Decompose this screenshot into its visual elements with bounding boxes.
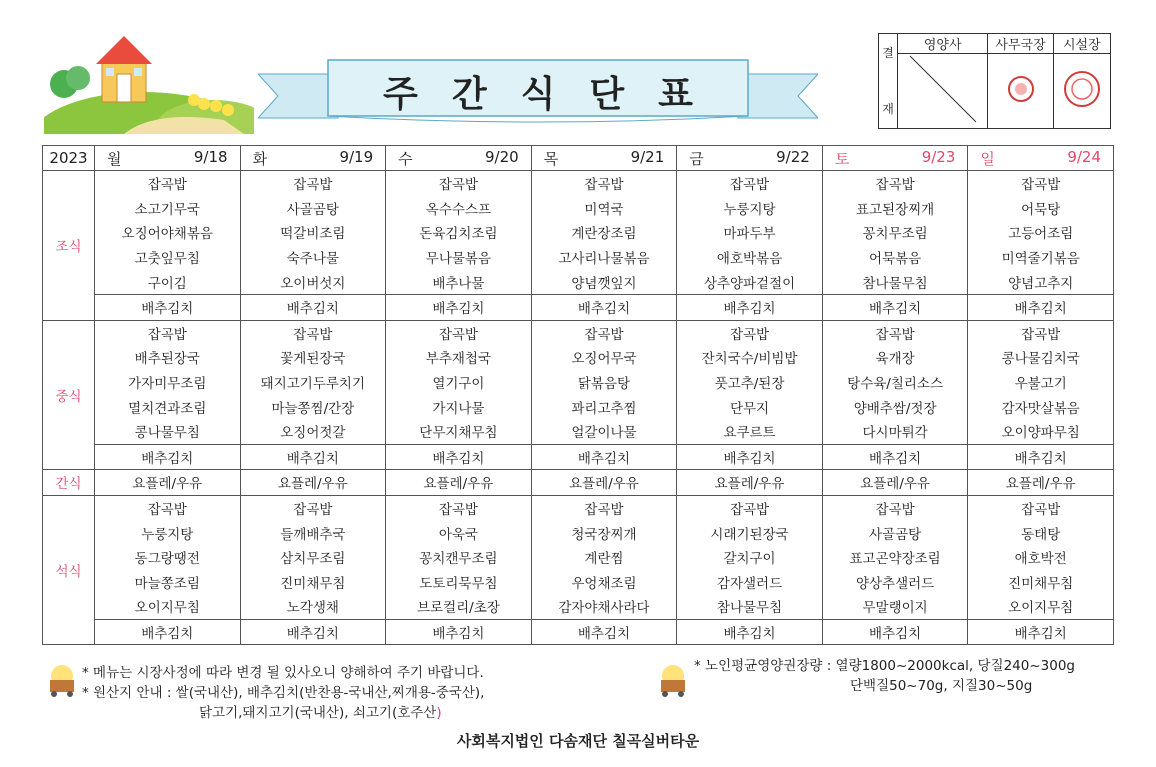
menu-item: 미역줄기볶음	[968, 245, 1114, 270]
menu-item: 배추김치	[531, 619, 677, 645]
title-banner	[258, 48, 818, 130]
menu-item: 열기구이	[386, 370, 532, 395]
menu-item: 잡곡밥	[531, 320, 677, 345]
menu-item: 닭볶음탕	[531, 370, 677, 395]
approval-side-label: 결 재	[879, 34, 898, 129]
menu-row	[43, 394, 1114, 419]
menu-item: 표고곤약장조림	[822, 545, 968, 570]
menu-item: 단무지채무침	[386, 419, 532, 444]
menu-item: 어묵탕	[968, 196, 1114, 221]
house-on-hill-illustration	[44, 30, 254, 134]
menu-item: 배추김치	[531, 294, 677, 320]
menu-item: 잡곡밥	[95, 171, 241, 196]
menu-row	[43, 444, 1114, 470]
day-header	[531, 146, 677, 171]
meal-label: 중식	[43, 320, 95, 470]
menu-item: 양념깻잎지	[531, 269, 677, 294]
day-name: 토	[834, 149, 850, 168]
menu-item: 감자맛살볶음	[968, 394, 1114, 419]
day-header	[968, 146, 1114, 171]
note-nutrition-line2: 단백질50~70g, 지질30~50g	[850, 678, 1033, 694]
menu-row	[43, 320, 1114, 345]
menu-item: 꽃게된장국	[240, 345, 386, 370]
menu-item: 어묵볶음	[822, 245, 968, 270]
meal-label: 조식	[43, 171, 95, 321]
menu-item: 고사리나물볶음	[531, 245, 677, 270]
menu-item: 배추김치	[95, 294, 241, 320]
menu-item: 배추김치	[968, 619, 1114, 645]
menu-item: 배추김치	[677, 294, 823, 320]
menu-item: 잡곡밥	[531, 495, 677, 520]
menu-item: 요플레/우유	[531, 470, 677, 496]
menu-item: 애호박전	[968, 545, 1114, 570]
menu-item: 잡곡밥	[968, 171, 1114, 196]
day-header	[677, 146, 823, 171]
menu-item: 도토리묵무침	[386, 570, 532, 595]
menu-item: 배추김치	[968, 444, 1114, 470]
day-name: 화	[252, 149, 268, 168]
menu-item: 마늘쫑찜/간장	[240, 394, 386, 419]
menu-item: 요플레/우유	[95, 470, 241, 496]
menu-item: 배추김치	[822, 444, 968, 470]
menu-item: 오이지무침	[95, 594, 241, 619]
menu-item: 잡곡밥	[386, 495, 532, 520]
approval-box	[878, 33, 1111, 129]
day-date: 9/21	[630, 147, 665, 166]
day-date: 9/19	[339, 147, 374, 166]
menu-item: 누룽지탕	[677, 196, 823, 221]
note-origin: * 원산지 안내 : 쌀(국내산), 배추김치(반찬용-국내산,찌개용-중국산),	[82, 685, 485, 701]
menu-item: 배추김치	[95, 444, 241, 470]
menu-item: 오이지무침	[968, 594, 1114, 619]
cart-icon	[44, 662, 80, 698]
menu-item: 떡갈비조림	[240, 220, 386, 245]
menu-item: 잡곡밥	[531, 171, 677, 196]
menu-item: 감자야채사라다	[531, 594, 677, 619]
menu-item: 숙주나물	[240, 245, 386, 270]
day-header	[95, 146, 241, 171]
menu-item: 고춧잎무침	[95, 245, 241, 270]
menu-row	[43, 294, 1114, 320]
day-date: 9/22	[776, 147, 810, 166]
menu-item: 배추김치	[531, 444, 677, 470]
menu-item: 배추김치	[822, 619, 968, 645]
menu-item: 배추나물	[386, 269, 532, 294]
menu-item: 잡곡밥	[822, 495, 968, 520]
menu-item: 삼치무조림	[240, 545, 386, 570]
menu-item: 잡곡밥	[386, 171, 532, 196]
menu-item: 부추재첩국	[386, 345, 532, 370]
menu-item: 돼지고기두루치기	[240, 370, 386, 395]
menu-item: 양상추샐러드	[822, 570, 968, 595]
year-cell: 2023	[43, 146, 95, 171]
approval-role-facility-director: 시설장	[1053, 34, 1110, 54]
menu-item: 오징어무국	[531, 345, 677, 370]
menu-item: 콩나물무침	[95, 419, 241, 444]
approval-role-dietitian: 영양사	[898, 34, 988, 54]
menu-item: 고등어조림	[968, 220, 1114, 245]
menu-item: 사골곰탕	[822, 520, 968, 545]
menu-row	[43, 545, 1114, 570]
menu-item: 얼갈이나물	[531, 419, 677, 444]
menu-item: 배추김치	[95, 619, 241, 645]
menu-item: 잡곡밥	[677, 320, 823, 345]
menu-row	[43, 495, 1114, 520]
menu-item: 잡곡밥	[677, 171, 823, 196]
stamp-icon	[1003, 71, 1039, 107]
menu-item: 잡곡밥	[968, 495, 1114, 520]
menu-item: 양배추쌈/젓장	[822, 394, 968, 419]
menu-item: 배추김치	[240, 444, 386, 470]
menu-item: 꽁치캔무조림	[386, 545, 532, 570]
day-name: 금	[689, 149, 704, 168]
menu-item: 표고된장찌개	[822, 196, 968, 221]
menu-item: 갈치구이	[677, 545, 823, 570]
menu-item: 다시마튀각	[822, 419, 968, 444]
menu-item: 배추김치	[386, 619, 532, 645]
menu-item: 동그랑땡전	[95, 545, 241, 570]
menu-item: 잡곡밥	[240, 171, 386, 196]
approval-slot-dietitian	[898, 54, 988, 129]
menu-item: 배추김치	[677, 444, 823, 470]
menu-item: 우엉채조림	[531, 570, 677, 595]
day-name: 월	[107, 149, 122, 168]
menu-item: 배추김치	[240, 619, 386, 645]
menu-item: 구이김	[95, 269, 241, 294]
menu-item: 배추김치	[822, 294, 968, 320]
page-title: 주간식단표	[383, 74, 727, 115]
menu-item: 잡곡밥	[822, 320, 968, 345]
menu-item: 풋고추/된장	[677, 370, 823, 395]
menu-item: 계란장조림	[531, 220, 677, 245]
menu-item: 오이버섯지	[240, 269, 386, 294]
day-header	[386, 146, 532, 171]
menu-item: 진미채무침	[968, 570, 1114, 595]
menu-item: 잡곡밥	[95, 320, 241, 345]
menu-item: 잡곡밥	[677, 495, 823, 520]
meal-label: 석식	[43, 495, 95, 645]
menu-item: 우불고기	[968, 370, 1114, 395]
menu-item: 오징어젓갈	[240, 419, 386, 444]
menu-item: 멸치견과조림	[95, 394, 241, 419]
day-name: 수	[398, 149, 413, 168]
menu-row	[43, 345, 1114, 370]
menu-item: 오이양파무침	[968, 419, 1114, 444]
day-date: 9/18	[193, 147, 228, 166]
notes-nutrition	[694, 656, 1075, 696]
menu-row	[43, 570, 1114, 595]
menu-row	[43, 269, 1114, 294]
menu-item: 진미채무침	[240, 570, 386, 595]
menu-item: 마파두부	[677, 220, 823, 245]
day-header	[822, 146, 968, 171]
menu-item: 참나물무침	[822, 269, 968, 294]
day-date: 9/24	[1067, 147, 1101, 166]
menu-row	[43, 370, 1114, 395]
menu-row	[43, 594, 1114, 619]
menu-item: 가지나물	[386, 394, 532, 419]
approval-slot-facility-director	[1053, 54, 1110, 129]
menu-row	[43, 419, 1114, 444]
menu-item: 가자미무조림	[95, 370, 241, 395]
menu-row	[43, 171, 1114, 196]
menu-item: 콩나물김치국	[968, 345, 1114, 370]
menu-item: 배추김치	[386, 294, 532, 320]
menu-item: 배추김치	[968, 294, 1114, 320]
note-menu-change: * 메뉴는 시장사정에 따라 변경 될 있사오니 양해하여 주기 바랍니다.	[82, 665, 484, 681]
note-nutrition-line1: * 노인평균영양권장량 : 열량1800~2000kcal, 당질240~300g	[694, 658, 1075, 674]
menu-item: 배추된장국	[95, 345, 241, 370]
menu-item: 잡곡밥	[968, 320, 1114, 345]
menu-item: 계란찜	[531, 545, 677, 570]
menu-item: 요쿠르트	[677, 419, 823, 444]
menu-item: 꽈리고추찜	[531, 394, 677, 419]
menu-item: 잡곡밥	[240, 495, 386, 520]
menu-item: 요플레/우유	[822, 470, 968, 496]
menu-item: 배추김치	[677, 619, 823, 645]
day-header	[240, 146, 386, 171]
weekly-menu-table	[42, 145, 1114, 645]
menu-item: 꽁치무조림	[822, 220, 968, 245]
diagonal-line	[908, 54, 978, 124]
menu-item: 참나물무침	[677, 594, 823, 619]
menu-item: 사골곰탕	[240, 196, 386, 221]
menu-item: 돈육김치조림	[386, 220, 532, 245]
menu-item: 단무지	[677, 394, 823, 419]
menu-item: 시래기된장국	[677, 520, 823, 545]
note-origin-continued: 닭고기,돼지고기(국내산), 쇠고기(호주산)	[199, 705, 442, 721]
menu-item: 미역국	[531, 196, 677, 221]
day-name: 목	[543, 149, 559, 168]
approval-slot-office-director	[988, 54, 1053, 129]
menu-item: 배추김치	[240, 294, 386, 320]
menu-row	[43, 245, 1114, 270]
menu-item: 무말랭이지	[822, 594, 968, 619]
menu-item: 무나물볶음	[386, 245, 532, 270]
menu-item: 요플레/우유	[240, 470, 386, 496]
menu-item: 노각생채	[240, 594, 386, 619]
menu-item: 잡곡밥	[240, 320, 386, 345]
menu-item: 요플레/우유	[677, 470, 823, 496]
menu-item: 브로컬리/초장	[386, 594, 532, 619]
menu-item: 누룽지탕	[95, 520, 241, 545]
menu-item: 요플레/우유	[968, 470, 1114, 496]
menu-item: 탕수육/칠리소스	[822, 370, 968, 395]
stamp-icon	[1060, 67, 1104, 111]
approval-role-office-director: 사무국장	[988, 34, 1053, 54]
menu-item: 옥수수스프	[386, 196, 532, 221]
meal-label: 간식	[43, 470, 95, 496]
notes-left	[82, 663, 484, 723]
menu-item: 마늘쫑조림	[95, 570, 241, 595]
day-date: 9/20	[485, 147, 519, 166]
menu-row	[43, 619, 1114, 645]
menu-item: 상추양파겉절이	[677, 269, 823, 294]
organization-footer: 사회복지법인 다솜재단 칠곡실버타운	[456, 732, 700, 750]
menu-item: 감자샐러드	[677, 570, 823, 595]
day-date: 9/23	[921, 147, 956, 166]
menu-item: 육개장	[822, 345, 968, 370]
cart-icon	[655, 662, 691, 698]
menu-item: 소고기무국	[95, 196, 241, 221]
menu-item: 요플레/우유	[386, 470, 532, 496]
menu-item: 청국장찌개	[531, 520, 677, 545]
day-name: 일	[980, 149, 995, 168]
menu-row	[43, 196, 1114, 221]
menu-item: 애호박볶음	[677, 245, 823, 270]
menu-item: 잡곡밥	[95, 495, 241, 520]
menu-item: 잡곡밥	[822, 171, 968, 196]
menu-item: 양념고추지	[968, 269, 1114, 294]
menu-row	[43, 520, 1114, 545]
menu-item: 배추김치	[386, 444, 532, 470]
menu-item: 잔치국수/비빔밥	[677, 345, 823, 370]
menu-item: 들깨배추국	[240, 520, 386, 545]
menu-row	[43, 220, 1114, 245]
menu-item: 동태탕	[968, 520, 1114, 545]
menu-row	[43, 470, 1114, 496]
menu-item: 잡곡밥	[386, 320, 532, 345]
header-row	[43, 146, 1114, 171]
menu-item: 아욱국	[386, 520, 532, 545]
menu-item: 오징어야채볶음	[95, 220, 241, 245]
